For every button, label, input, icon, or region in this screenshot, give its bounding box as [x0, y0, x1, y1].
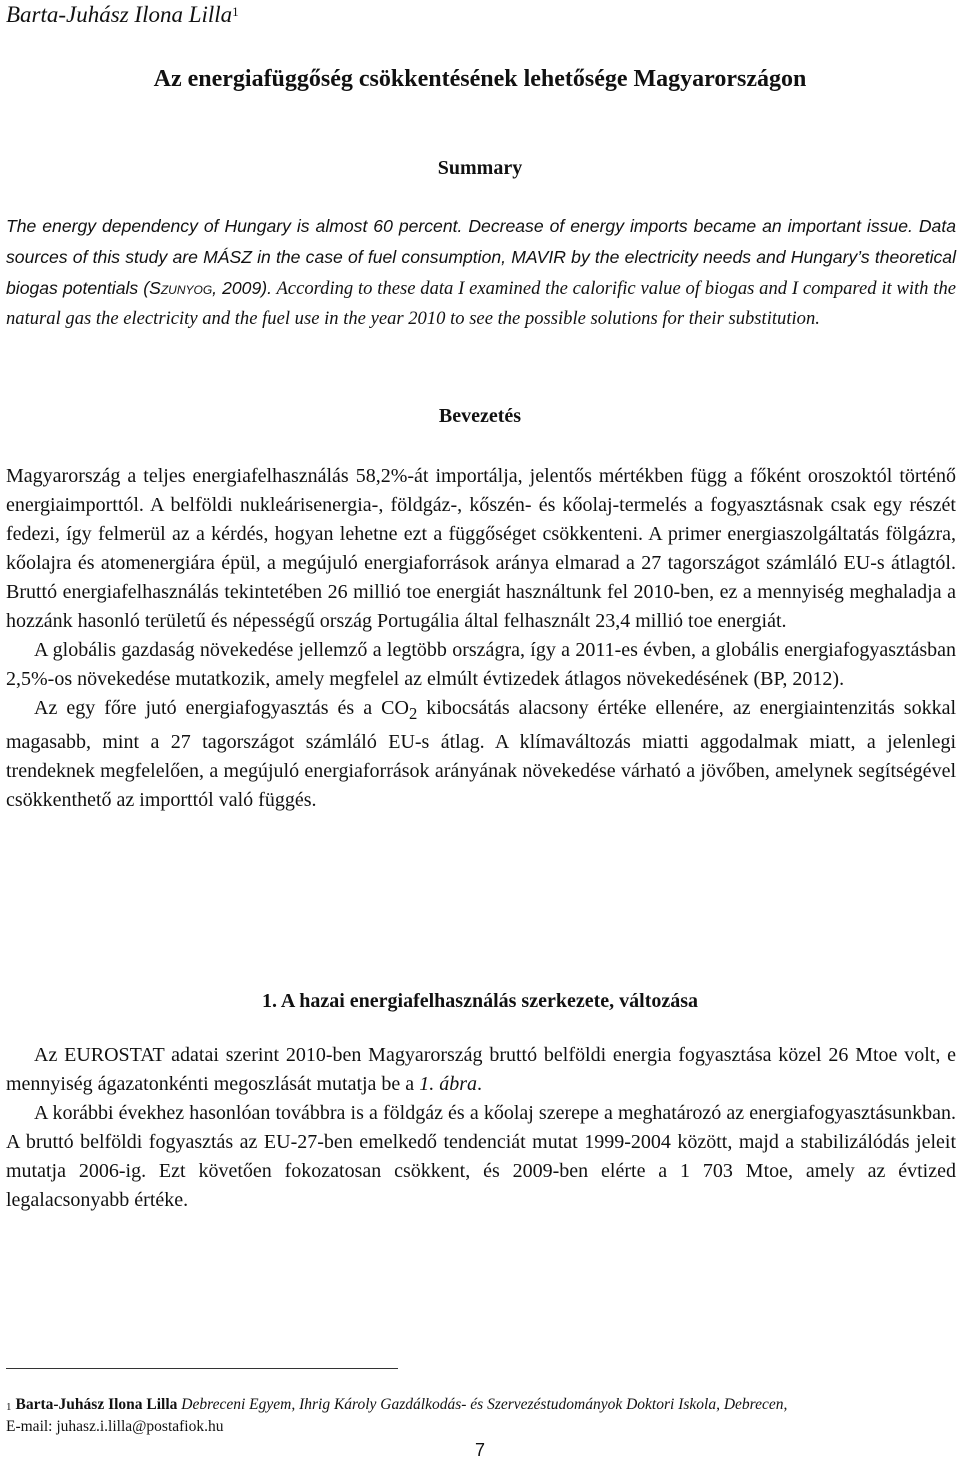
page-number: 7: [474, 1440, 485, 1460]
summary-abstract: [6, 211, 956, 334]
intro-p3-before: Az egy főre jutó energiafogyasztás és a CO: [34, 697, 409, 719]
section1-paragraph-1: [6, 1041, 956, 1099]
summary-text-part3: According to these data I examined the calorific value of biogas and I compared it with the natural gas the electricity and the fuel use in the year 2010 to see the possible solutions for their substitution.: [6, 278, 956, 329]
footnote-affiliation: Debreceni Egyem, Ihrig Károly Gazdálkodás- és Szervezéstudományok Doktori Iskola, Debrecen,: [181, 1396, 788, 1413]
section1-p1-after: .: [476, 1073, 482, 1095]
author-footnote-marker[interactable]: 1: [232, 4, 239, 19]
intro-heading: Bevezetés: [438, 405, 522, 427]
summary-text-part1: The energy dependency of Hungary is almost 60 percent. Decrease of energy imports became an important issue. Data sources of this study are MÁSZ in the case of fuel consumption, MAVIR by the electricity needs and Hungary’s theoretical biogas potentials (S: [6, 216, 956, 298]
intro-paragraph-2: A globális gazdaság növekedése jellemző a legtöbb országra, így a 2011-es évben, a globális energiafogyasztásban 2,5%-os növekedése mutatkozik, amely megfelel az elmúlt évtizedek átlagos növekedésének (BP, 2012).: [6, 639, 956, 690]
footnote-email[interactable]: juhasz.i.lilla@postafiok.hu: [56, 1418, 224, 1435]
author-name-text: Barta-Juhász Ilona Lilla: [6, 2, 233, 27]
summary-text-part2: , 2009).: [212, 278, 272, 298]
footnote-marker: 1: [6, 1401, 12, 1413]
figure-reference[interactable]: 1. ábra: [419, 1073, 477, 1095]
paper-title: Az energiafüggőség csökkentésének lehetősége Magyarországon: [153, 66, 807, 92]
intro-paragraph-3: [6, 694, 956, 815]
section1-paragraph-2: A korábbi évekhez hasonlóan továbbra is a földgáz és a kőolaj szerepe a meghatározó az energiafogyasztásunkban. A bruttó belföldi fogyasztás az EU-27-ben emelkedő tendenciát mutat 1999-2004 között, majd a stabilizálódás jeleit mutatja 2006-ig. Ezt követően fokozatosan csökkent, és 2009-ben elérte a 1 703 Mtoe, amely az évtized legalacsonyabb értéke.: [6, 1102, 956, 1211]
author-name: [6, 2, 239, 28]
footnote-line-1: [6, 1394, 787, 1416]
section1-body: [6, 1041, 956, 1215]
footnote: [6, 1394, 787, 1438]
footnote-line-2: [6, 1416, 787, 1438]
section1-p1-before: Az EUROSTAT adatai szerint 2010-ben Magyarország bruttó belföldi energia fogyasztása közel 26 Mtoe volt, e mennyiség ágazatonkénti megoszlását mutatja be a: [6, 1044, 956, 1095]
section1-heading: 1. A hazai energiafelhasználás szerkezete, változása: [261, 990, 699, 1012]
summary-heading: Summary: [437, 157, 523, 179]
summary-citation-name: zunyog: [160, 278, 213, 298]
intro-body: [6, 462, 956, 815]
footnote-author: Barta-Juhász Ilona Lilla: [15, 1396, 178, 1413]
intro-paragraph-1: Magyarország a teljes energiafelhasználás 58,2%-át importálja, jelentős mértékben függ a főként oroszoktól történő energiaimporttól. A belföldi nukleárisenergia-, földgáz-, kőszén- és kőolaj-termelés a fogyasztásnak csak egy részét fedezi, így felmerül az a kérdés, hogyan lehetne ezt a függőséget csökkenteni. A primer energiaszolgáltatás fölgázra, kőolajra és atomenergiára épül, a megújuló energiaforrások aránya elmarad a 27 tagországot számláló EU-s átlagtól. Bruttó energiafelhasználás tekintetében 26 millió toe energiát használtunk fel 2010-ben, ez a mennyiség meghaladja a hozzánk hasonló területű és népességű ország Portugália által felhasznált 23,4 millió toe energiát.: [6, 465, 956, 632]
footnote-email-label: E-mail:: [6, 1418, 57, 1435]
footnote-divider: [6, 1368, 398, 1369]
intro-p3-after: kibocsátás alacsony értéke ellenére, az energiaintenzitás sokkal magasabb, mint a 27 tagországot számláló EU-s átlag. A klímaváltozás miatti aggodalmak miatt, a jelenlegi trendeknek megfelelően, a megújuló energiaforrások arányának növekedése várható a jövőben, amelynek segítségével csökkenthető az importtól való függés.: [6, 697, 957, 811]
co2-subscript: 2: [408, 704, 418, 723]
